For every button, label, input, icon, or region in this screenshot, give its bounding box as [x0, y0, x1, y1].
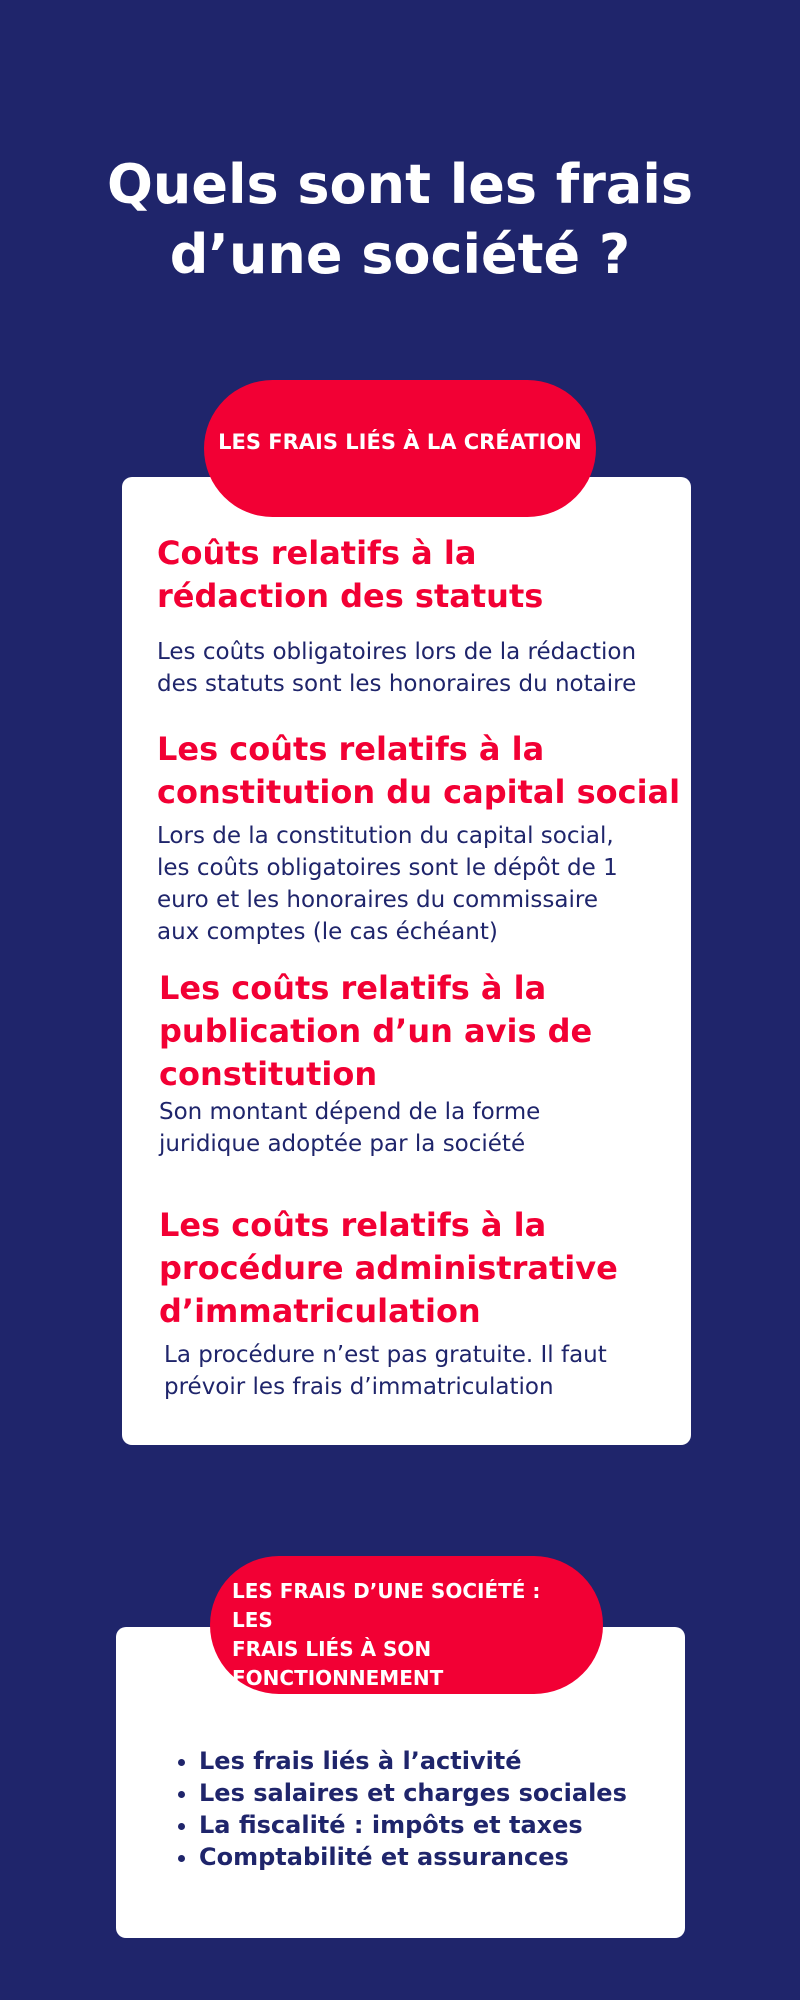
section-body-line: La procédure n’est pas gratuite. Il faut — [164, 1342, 607, 1368]
section-body-line: juridique adoptée par la société — [159, 1131, 526, 1157]
section-title — [159, 1204, 618, 1333]
list-item: • Les salaires et charges sociales — [199, 1777, 627, 1809]
section-title-line: publication d’un avis de — [159, 1012, 593, 1050]
fonctionnement-list — [171, 1745, 627, 1873]
section-body — [159, 1096, 592, 1160]
page-title-line: Quels sont les frais — [106, 153, 693, 216]
fonctionnement-badge — [210, 1556, 603, 1694]
creation-badge: LES FRAIS LIÉS À LA CRÉATION — [204, 380, 596, 517]
section-title — [157, 728, 680, 814]
page-title — [0, 150, 800, 290]
section-title-line: Les coûts relatifs à la — [157, 730, 545, 768]
cost-section-capital — [157, 728, 680, 948]
list-item: • Comptabilité et assurances — [199, 1841, 627, 1873]
section-title-line: constitution — [159, 1055, 378, 1093]
section-title — [159, 967, 592, 1096]
section-title-line: Coûts relatifs à la — [157, 534, 477, 572]
section-body-line: Lors de la constitution du capital social, — [157, 823, 614, 849]
page-title-line: d’une société ? — [169, 223, 631, 286]
cost-section-statuts — [157, 532, 636, 700]
list-item: • Les frais liés à l’activité — [199, 1745, 627, 1777]
section-body — [157, 820, 680, 948]
section-body-line: aux comptes (le cas échéant) — [157, 919, 498, 945]
section-body-line: Son montant dépend de la forme — [159, 1099, 541, 1125]
section-body-line: prévoir les frais d’immatriculation — [164, 1374, 554, 1400]
cost-section-publication — [159, 967, 592, 1160]
badge-line: LES FRAIS D’UNE SOCIÉTÉ : LES — [232, 1579, 541, 1632]
section-title-line: Les coûts relatifs à la — [159, 1206, 547, 1244]
section-title-line: Les coûts relatifs à la — [159, 969, 547, 1007]
section-title-line: rédaction des statuts — [157, 577, 544, 615]
list-item: • La fiscalité : impôts et taxes — [199, 1809, 627, 1841]
section-title-line: d’immatriculation — [159, 1292, 481, 1330]
section-body-line: euro et les honoraires du commissaire — [157, 887, 598, 913]
section-body — [157, 636, 636, 700]
section-title-line: constitution du capital social — [157, 773, 681, 811]
cost-section-immatriculation — [159, 1204, 618, 1403]
badge-line: FRAIS LIÉS À SON — [232, 1637, 432, 1661]
badge-line: FONCTIONNEMENT — [232, 1666, 444, 1690]
section-title — [157, 532, 636, 618]
section-title-line: procédure administrative — [159, 1249, 618, 1287]
section-body-line: des statuts sont les honoraires du notaire — [157, 671, 637, 697]
section-body-line: Les coûts obligatoires lors de la rédaction — [157, 639, 637, 665]
section-body — [159, 1339, 618, 1403]
section-body-line: les coûts obligatoires sont le dépôt de 1 — [157, 855, 618, 881]
